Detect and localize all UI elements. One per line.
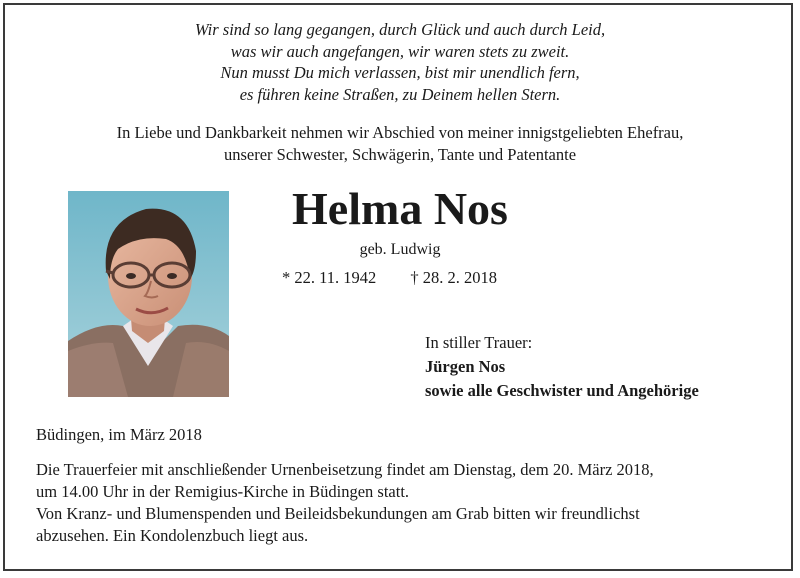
- place-date: Büdingen, im März 2018: [36, 425, 202, 444]
- notice-line: abzusehen. Ein Kondolenzbuch liegt aus.: [36, 526, 309, 545]
- poem-line: es führen keine Straßen, zu Deinem hellen Stern.: [239, 84, 561, 104]
- mourner-name: sowie alle Geschwister und Angehörige: [425, 381, 699, 400]
- notice-line: Von Kranz- und Blumenspenden und Beileidsbekundungen am Grab bitten wir freundlichst: [36, 504, 640, 523]
- mourners-heading: In stiller Trauer:: [425, 333, 533, 352]
- birth-date: * 22. 11. 1942: [282, 268, 377, 287]
- portrait-photo: [68, 191, 229, 397]
- notice-line: um 14.00 Uhr in der Remigius-Kirche in Büdingen statt.: [36, 482, 410, 501]
- poem: [0, 19, 800, 105]
- mourners-block: [425, 331, 699, 403]
- poem-line: was wir auch angefangen, wir waren stets zu zweit.: [230, 41, 570, 61]
- intro-text: [0, 122, 800, 166]
- poem-line: Wir sind so lang gegangen, durch Glück und auch durch Leid,: [194, 20, 606, 39]
- deceased-name: Helma Nos: [292, 183, 508, 234]
- funeral-notice: [36, 459, 776, 547]
- maiden-name: geb. Ludwig: [359, 241, 441, 258]
- notice-line: Die Trauerfeier mit anschließender Urnenbeisetzung findet am Dienstag, dem 20. März 2018,: [36, 460, 654, 479]
- life-dates: [282, 267, 497, 289]
- mourner-name: Jürgen Nos: [425, 357, 506, 376]
- poem-line: Nun musst Du mich verlassen, bist mir unendlich fern,: [220, 63, 580, 82]
- intro-line: In Liebe und Dankbarkeit nehmen wir Abschied von meiner innigstgeliebten Ehefrau,: [116, 123, 684, 142]
- death-date: † 28. 2. 2018: [410, 268, 498, 287]
- intro-line: unserer Schwester, Schwägerin, Tante und Patentante: [223, 145, 577, 164]
